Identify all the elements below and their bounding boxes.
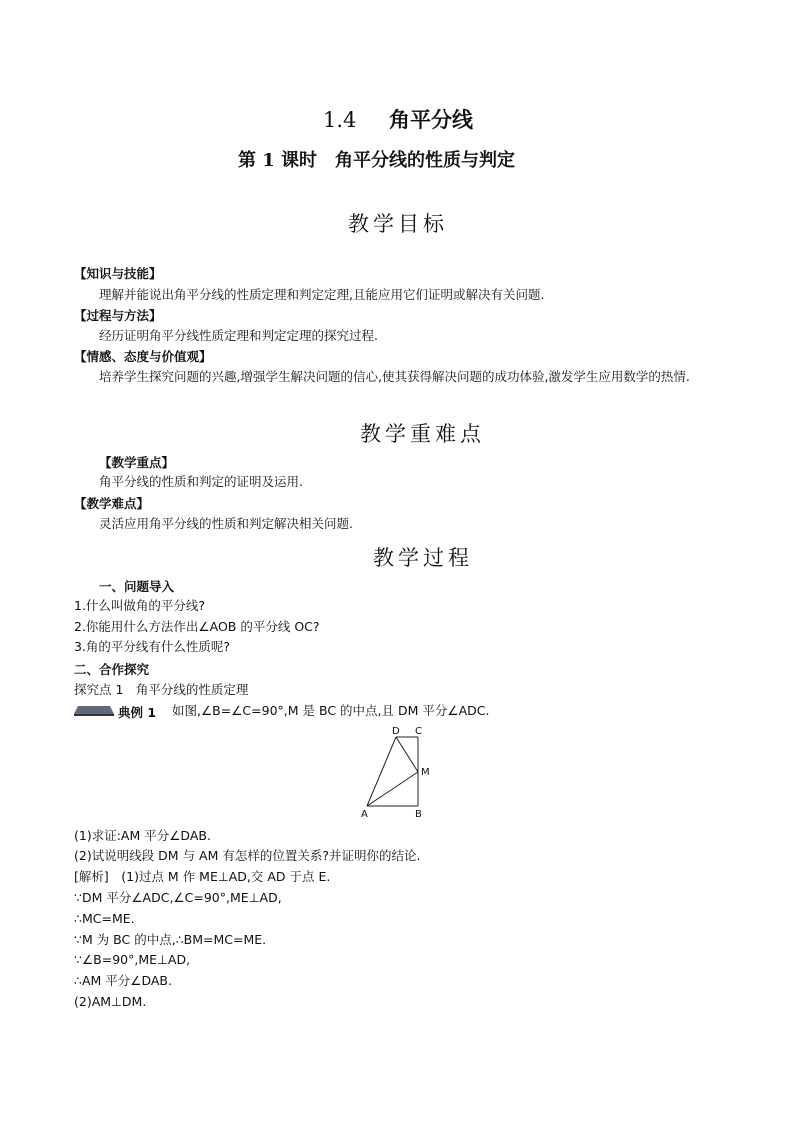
task-1: (1)求证:AM 平分∠DAB.	[74, 828, 211, 843]
example-text: 如图,∠B=∠C=90°,M 是 BC 的中点,且 DM 平分∠ADC.	[172, 703, 490, 718]
process-text: 经历证明角平分线性质定理和判定定理的探究过程.	[99, 328, 378, 343]
solution-line-6: ∴AM 平分∠DAB.	[74, 973, 172, 988]
lesson-number: 1.4	[323, 108, 357, 132]
difficulty-text: 灵活应用角平分线的性质和判定解决相关问题.	[99, 516, 353, 531]
question-2: 2.你能用什么方法作出∠AOB 的平分线 OC?	[74, 619, 320, 634]
emotion-label: 【情感、态度与价值观】	[74, 349, 212, 364]
label-a: A	[361, 809, 368, 819]
difficulty-label: 【教学难点】	[74, 496, 150, 511]
solution-line-1: [解析] (1)过点 M 作 ME⊥AD,交 AD 于点 E.	[74, 869, 331, 884]
example-tag-icon	[74, 702, 116, 718]
knowledge-text: 理解并能说出角平分线的性质定理和判定定理,且能应用它们证明或解决有关问题.	[99, 287, 545, 302]
geometry-figure	[358, 724, 438, 819]
question-3: 3.角的平分线有什么性质呢?	[74, 639, 231, 654]
emotion-text: 培养学生探究问题的兴趣,增强学生解决问题的信心,使其获得解决问题的成功体验,激发学生应用数学的热情.	[99, 369, 690, 384]
solution-line-4: ∵M 为 BC 的中点,∴BM=MC=ME.	[74, 932, 267, 947]
part2-title: 二、合作探究	[74, 662, 150, 677]
solution-line-3: ∴MC=ME.	[74, 911, 135, 926]
label-c: C	[415, 726, 422, 737]
knowledge-label: 【知识与技能】	[74, 266, 162, 281]
segment-ad	[367, 737, 396, 806]
process-heading: 教学过程	[373, 546, 473, 570]
lesson-name: 角平分线	[389, 107, 474, 132]
solution-line-5: ∵∠B=90°,ME⊥AD,	[74, 952, 191, 967]
label-d: D	[392, 726, 400, 737]
solution-line-7: (2)AM⊥DM.	[74, 994, 147, 1009]
objectives-heading: 教学目标	[348, 212, 448, 236]
example-label: 典例 1	[118, 705, 157, 720]
lesson-title	[323, 104, 473, 134]
explore-label: 探究点 1 角平分线的性质定理	[74, 682, 249, 697]
label-b: B	[415, 809, 422, 819]
part1-title: 一、问题导入	[99, 579, 175, 594]
segment-dm	[396, 737, 418, 772]
solution-line-2: ∵DM 平分∠ADC,∠C=90°,ME⊥AD,	[74, 890, 282, 905]
focus-label: 【教学重点】	[99, 455, 175, 470]
lesson-subtitle: 第 1 课时 角平分线的性质与判定	[238, 150, 516, 171]
process-label: 【过程与方法】	[74, 308, 162, 323]
task-2: (2)试说明线段 DM 与 AM 有怎样的位置关系?并证明你的结论.	[74, 848, 421, 863]
focus-text: 角平分线的性质和判定的证明及运用.	[99, 474, 303, 489]
key-points-heading: 教学重难点	[360, 422, 485, 446]
question-1: 1.什么叫做角的平分线?	[74, 598, 206, 613]
label-m: M	[421, 767, 430, 778]
